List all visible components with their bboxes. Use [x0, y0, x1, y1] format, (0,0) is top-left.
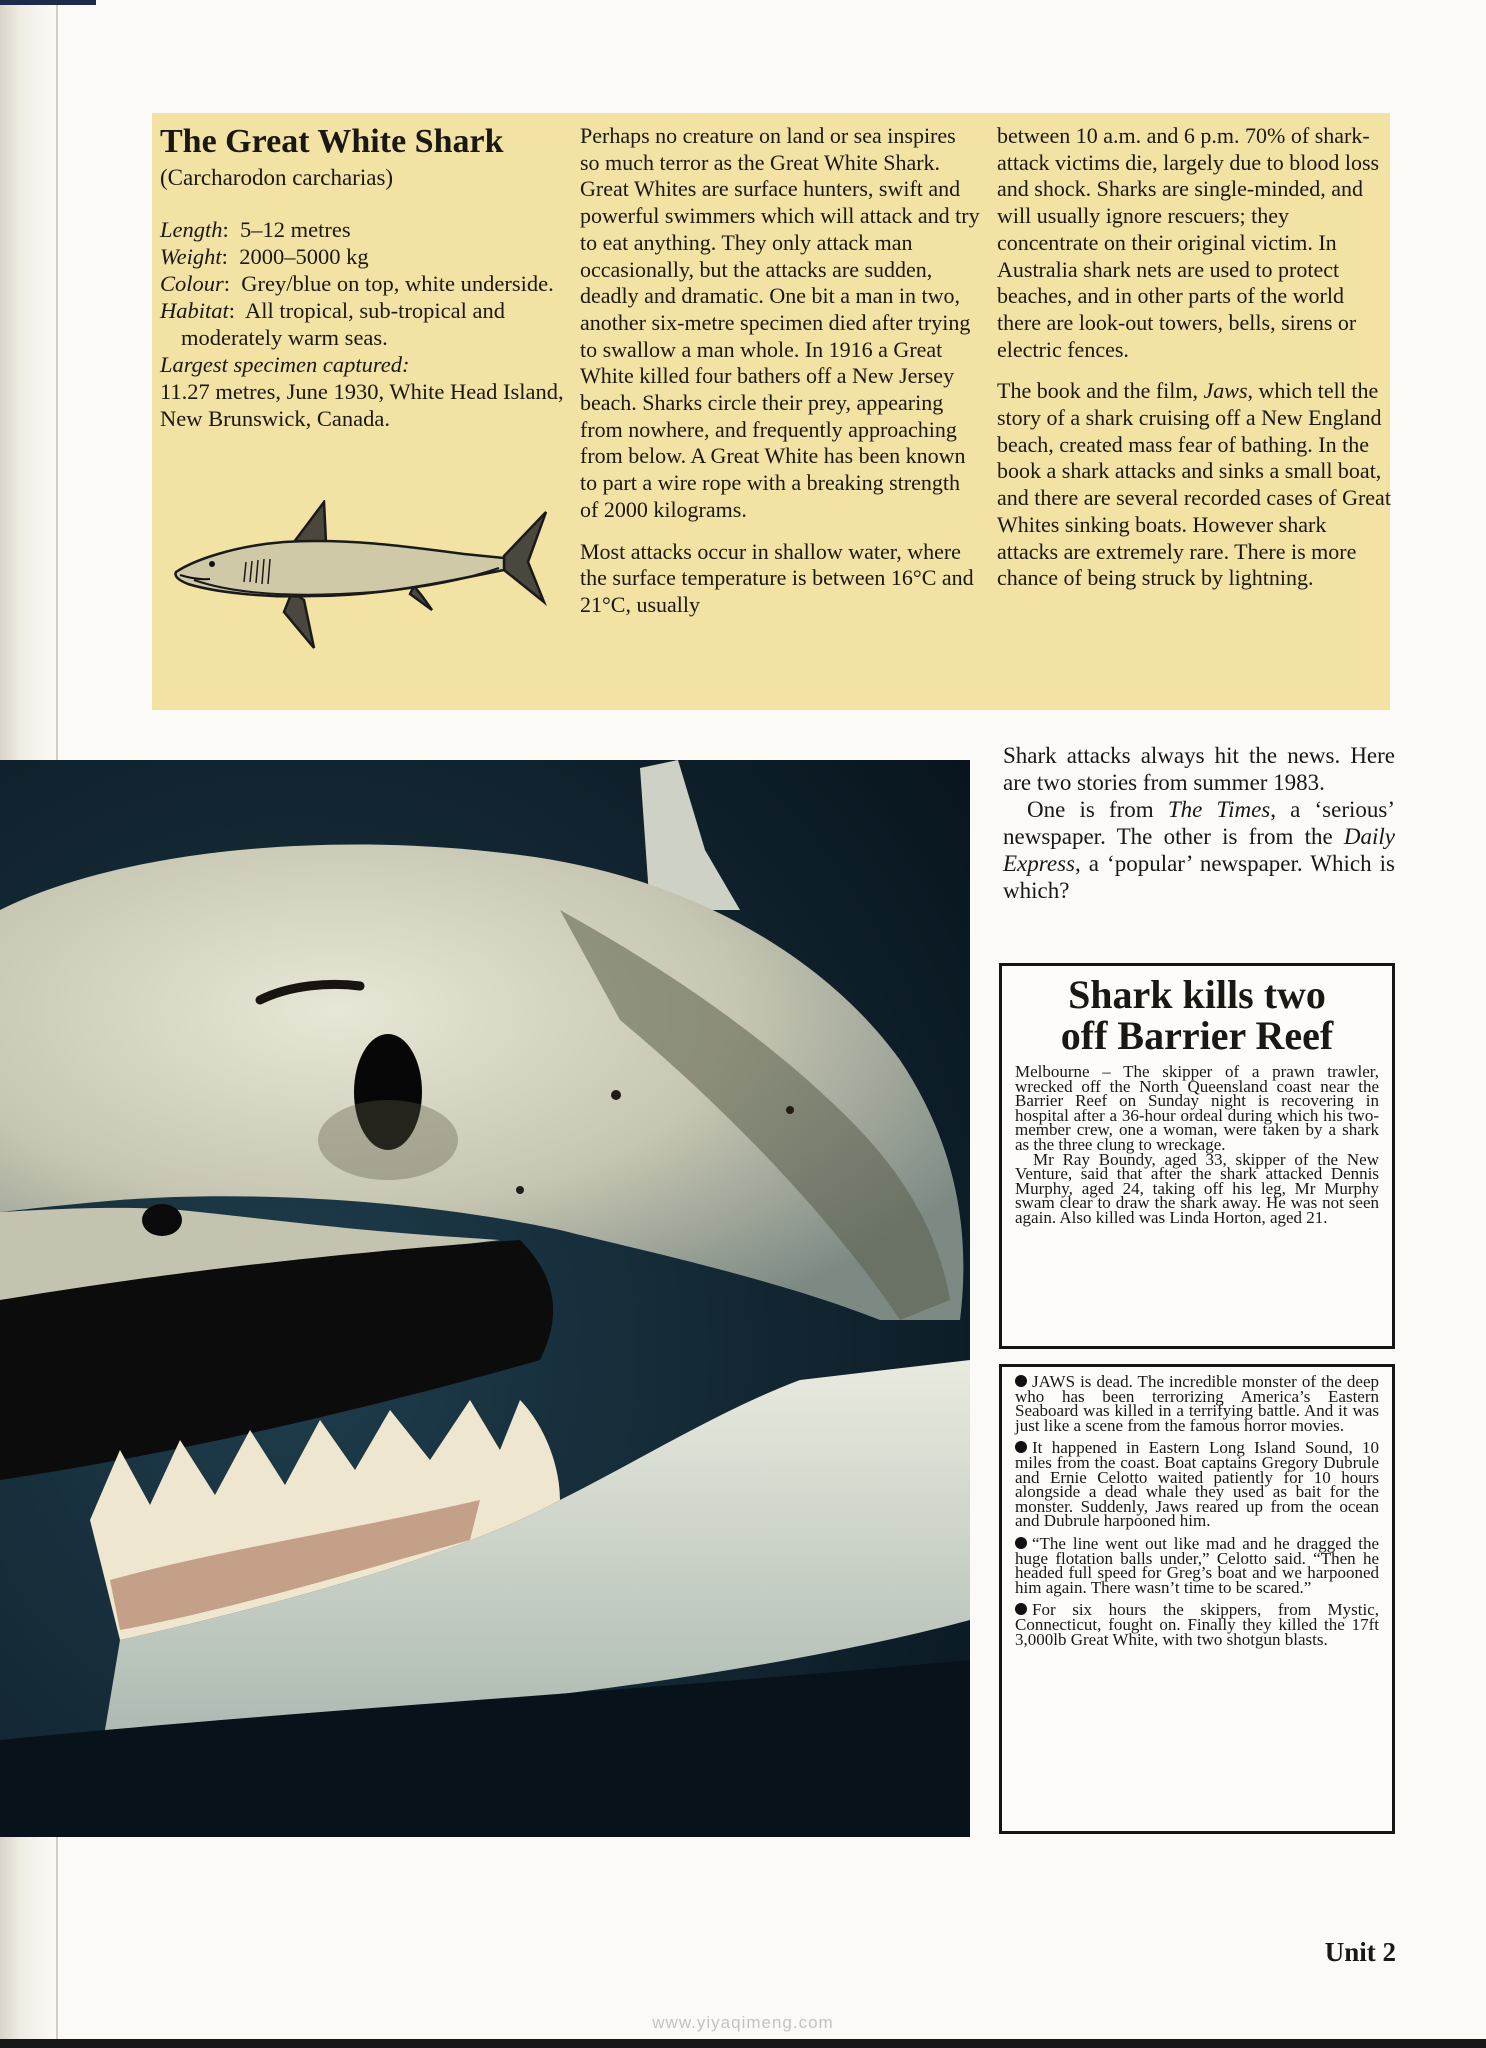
fact-largest: Largest specimen captured: 11.27 metres, June 1930, White Head Island, New Brunswick, Canada. — [160, 351, 564, 431]
fact-paragraph-terror: Perhaps no creature on land or sea inspires so much terror as the Great White Shark. Great Whites are surface hunters, swift and powerful swimmers which will attack and try to eat anything. They only attack man occasionally, but the attacks are sudden, deadly and dramatic. One bit a man in two, another six-metre specimen died after trying to swallow a man whole. In 1916 a Great White killed four bathers off a New Jersey beach. Sharks circle their prey, appearing from nowhere, and frequently approaching from below. A Great White has been known to part a wire rope with a breaking strength of 2000 kilograms. — [580, 123, 980, 522]
bullet-dot-icon — [1015, 1375, 1027, 1387]
shark-illustration — [174, 500, 554, 660]
page-bottom-edge — [0, 2039, 1486, 2048]
page-corner-mark — [0, 0, 96, 5]
fact-column-1 — [160, 123, 565, 432]
fact-column-2 — [580, 123, 980, 634]
clipping-bullet: “The line went out like mad and he dragged the huge flotation balls under,” Celotto said. “Then he headed full speed for Greg’s boat and we harpooned him again. There wasn’t time to be scared.” — [1015, 1533, 1379, 1597]
watermark: www.yiyaqimeng.com — [652, 2013, 834, 2032]
newspaper-clipping-express — [999, 1364, 1395, 1834]
clipping-bullet: For six hours the skippers, from Mystic, Connecticut, fought on. Finally they killed the 17ft 3,000lb Great White, with two shotgun blasts. — [1015, 1600, 1379, 1649]
shark-photo — [0, 760, 970, 1837]
clipping-bullet: JAWS is dead. The incredible monster of the deep who has been terrorizing America’s Eastern Seaboard was killed in a terrifying battle. And it was just like a scene from the famous horror movies. — [1015, 1372, 1379, 1435]
fact-paragraph-attacks: Most attacks occur in shallow water, where the surface temperature is between 16°C and 21°C, usually — [580, 538, 974, 617]
clipping-headline: Shark kills two off Barrier Reef — [1060, 972, 1334, 1058]
fact-column-3 — [997, 123, 1392, 607]
clipping-paragraph: Melbourne – The skipper of a prawn trawler, wrecked off the North Queensland coast near the Barrier Reef on Sunday night is recovering in hospital after a 36-hour ordeal during which his two-member crew, one a woman, were taken by a shark as the three clung to wreckage. — [1015, 1062, 1379, 1154]
clipping-paragraph: Mr Ray Boundy, aged 33, skipper of the New Venture, said that after the shark attacked Dennis Murphy, aged 24, taking off his leg, Mr Murphy swam clear to draw the shark away. He was not seen again. Also killed was Linda Horton, aged 21. — [1015, 1149, 1379, 1227]
fact-weight: Weight: 2000–5000 kg — [160, 243, 369, 269]
clipping-bullet: It happened in Eastern Long Island Sound, 10 miles from the coast. Boat captains Gregory Dubrule and Ernie Celotto waited patiently for 10 hours alongside a dead whale they used as bait for the monster. Suddenly, Jaws reared up from the ocean and Dubrule harpooned him. — [1015, 1438, 1379, 1531]
bullet-dot-icon — [1015, 1603, 1027, 1615]
newspaper-clipping-times — [999, 963, 1395, 1349]
unit-label: Unit 2 — [1324, 1937, 1396, 1967]
scientific-name: (Carcharodon carcharias) — [160, 165, 394, 190]
fact-paragraph-victims: between 10 a.m. and 6 p.m. 70% of shark-attack victims die, largely due to blood loss and shock. Sharks are single-minded, and will usually ignore rescuers; they concentrate on their original victim. In Australia shark nets are used to protect beaches, and in other parts of the world there are look-out towers, bells, sirens or electric fences. — [997, 123, 1380, 362]
fact-paragraph-jaws: The book and the film, Jaws, which tell the story of a shark cruising off a New England beach, created mass fear of bathing. In the book a shark attacks and sinks a small boat, and there are several recorded cases of Great Whites sinking boats. However shark attacks are extremely rare. There is more chance of being struck by lightning. — [997, 378, 1391, 591]
fact-length: Length: 5–12 metres — [160, 216, 351, 242]
intro-text — [1003, 742, 1395, 904]
fact-title: The Great White Shark — [160, 123, 504, 160]
intro-paragraph-2: One is from The Times, a ‘serious’ newspaper. The other is from the Daily Express, a ‘popular’ newspaper. Which is which? — [1003, 797, 1396, 903]
fact-habitat: Habitat: All tropical, sub-tropical and moderately warm seas. — [160, 297, 505, 350]
intro-paragraph-1: Shark attacks always hit the news. Here are two stories from summer 1983. — [1003, 743, 1395, 795]
bullet-dot-icon — [1015, 1537, 1027, 1549]
fact-colour: Colour: Grey/blue on top, white underside. — [160, 270, 554, 296]
bullet-dot-icon — [1015, 1441, 1027, 1453]
